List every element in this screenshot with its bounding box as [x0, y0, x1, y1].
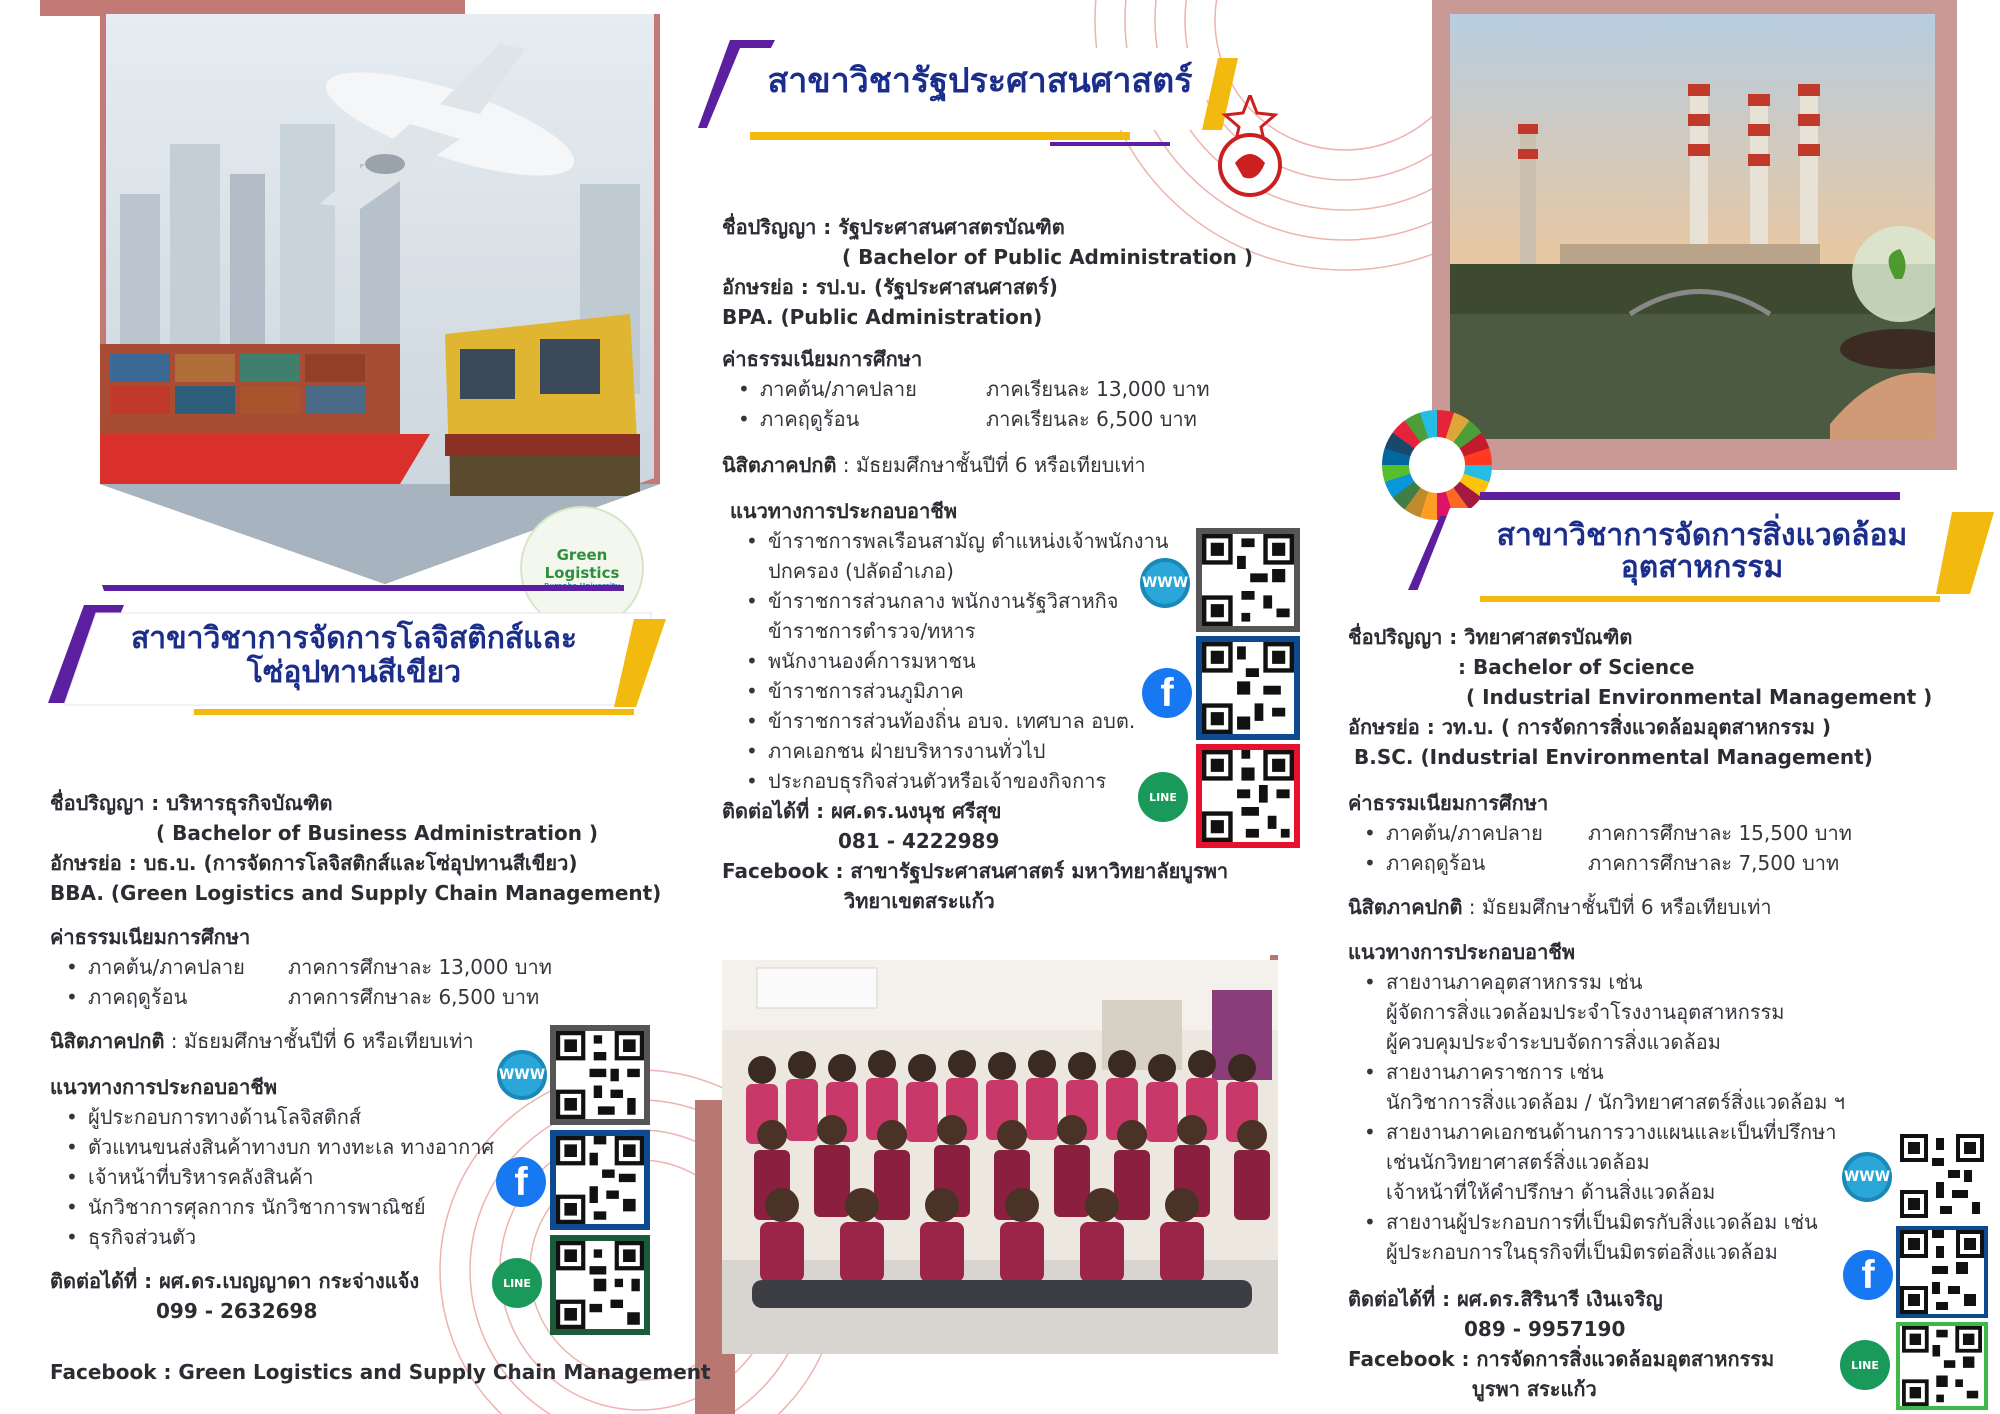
middle-degree-label: ชื่อปริญญา : รัฐประศาสนศาสตรบัณฑิต — [722, 215, 1065, 239]
left-degree-label: ชื่อปริญญา : บริหารธุรกิจบัณฑิต — [50, 791, 333, 815]
career-item: • สายงานผู้ประกอบการที่เป็นมิตรกับสิ่งแวดล้อม เช่น — [1348, 1207, 1845, 1237]
middle-career-heading: แนวทางการประกอบอาชีพ — [730, 499, 958, 523]
middle-degree-block — [722, 212, 1253, 332]
career-item: • ข้าราชการส่วนภูมิภาค — [730, 676, 1168, 706]
right-degree-block — [1348, 622, 1932, 772]
badge-line2: Logistics — [544, 564, 620, 582]
fee-amount: ภาคการศึกษาละ 15,500 บาท — [1588, 821, 1852, 845]
qr-code-icon — [1202, 534, 1294, 626]
line-icon-label: LINE — [1149, 790, 1177, 804]
career-item: • ภาคเอกชน ฝ่ายบริหารงานทั่วไป — [730, 736, 1168, 766]
group-photo — [722, 960, 1278, 1354]
req-label: นิสิตภาคปกติ — [50, 1029, 165, 1053]
left-title-line2: โซ่อุปทานสีเขียว — [246, 655, 462, 690]
middle-fee-row: • ภาคฤดูร้อน ภาคเรียนละ 6,500 บาท — [722, 404, 1210, 434]
fee-term: ภาคต้น/ภาคปลาย — [1386, 821, 1543, 845]
career-item: • ผู้ประกอบการทางด้านโลจิสติกส์ — [50, 1102, 494, 1132]
right-abbr-en: B.SC. (Industrial Environmental Management) — [1354, 745, 1873, 769]
qr-code-icon — [1202, 642, 1294, 734]
middle-contact: ติดต่อได้ที่ : ผศ.ดร.นงนุช ศรีสุข — [722, 799, 1002, 823]
middle-fee-block — [722, 344, 1210, 434]
fee-term: ภาคต้น/ภาคปลาย — [760, 377, 917, 401]
left-section-title — [64, 622, 644, 690]
career-item: • พนักงานองค์การมหาชน — [730, 646, 1168, 676]
www-icon-label: WWW — [498, 1067, 546, 1083]
right-facebook: Facebook : การจัดการสิ่งแวดล้อมอุตสาหกรรม — [1348, 1347, 1775, 1371]
left-abbr: อักษรย่อ : บธ.บ. (การจัดการโลจิสติกส์และโซ่อุปทานสีเขียว) — [50, 851, 578, 875]
fee-amount: ภาคการศึกษาละ 6,500 บาท — [288, 985, 540, 1009]
req-label: นิสิตภาคปกติ — [1348, 895, 1463, 919]
career-item-continued: ข้าราชการตำรวจ/ทหาร — [768, 619, 976, 643]
facebook-icon-glyph: f — [1861, 1252, 1875, 1297]
left-career-block — [50, 1072, 494, 1252]
career-item: • เจ้าหน้าที่บริหารคลังสินค้า — [50, 1162, 494, 1192]
left-career-heading: แนวทางการประกอบอาชีพ — [50, 1075, 278, 1099]
qr-code-icon — [556, 1241, 644, 1329]
right-facebook-line2: บูรพา สระแก้ว — [1472, 1377, 1597, 1401]
right-phone: 089 - 9957190 — [1464, 1317, 1626, 1341]
left-line-qr[interactable] — [550, 1235, 650, 1335]
req-text: : มัธยมศึกษาชั้นปีที่ 6 หรือเทียบเท่า — [164, 1029, 474, 1053]
badge-line1: Green — [556, 546, 608, 564]
left-degree-block — [50, 788, 661, 908]
career-item: • ประกอบธุรกิจส่วนตัวหรือเจ้าของกิจการ — [730, 766, 1168, 796]
left-fee-block — [50, 922, 552, 1012]
right-website-qr[interactable] — [1896, 1130, 1988, 1222]
right-title-line1: สาขาวิชาการจัดการสิ่งแวดล้อม — [1496, 518, 1908, 553]
qr-code-icon — [1202, 750, 1294, 842]
right-degree-label: ชื่อปริญญา : วิทยาศาสตรบัณฑิต — [1348, 625, 1633, 649]
right-contact: ติดต่อได้ที่ : ผศ.ดร.สิรินารี เงินเจริญ — [1348, 1287, 1663, 1311]
left-website-qr[interactable] — [550, 1025, 650, 1125]
line-icon — [1840, 1340, 1890, 1390]
right-career-block — [1348, 937, 1845, 1267]
career-item: • ข้าราชการส่วนท้องถิ่น อบจ. เทศบาล อบต. — [730, 706, 1168, 736]
www-icon — [497, 1050, 547, 1100]
left-contact-block — [50, 1266, 419, 1326]
req-label: นิสิตภาคปกติ — [722, 453, 837, 477]
career-item: • สายงานภาคเอกชนด้านการวางแผนและเป็นที่ปรึกษา — [1348, 1117, 1845, 1147]
qr-code-icon — [1900, 1326, 1984, 1406]
qr-code-icon — [1900, 1230, 1984, 1314]
career-item: • สายงานภาคราชการ เช่น — [1348, 1057, 1845, 1087]
line-icon — [492, 1258, 542, 1308]
sdg-wheel-center — [1409, 437, 1465, 493]
www-icon-label: WWW — [1843, 1169, 1891, 1185]
career-item: • ข้าราชการพลเรือนสามัญ ตำแหน่งเจ้าพนักงาน — [730, 526, 1168, 556]
right-fee-row: • ภาคฤดูร้อน ภาคการศึกษาละ 7,500 บาท — [1348, 848, 1852, 878]
university-seal-icon — [1215, 95, 1285, 205]
middle-abbr-en: BPA. (Public Administration) — [722, 305, 1043, 329]
qr-code-icon — [556, 1031, 644, 1119]
right-career-heading: แนวทางการประกอบอาชีพ — [1348, 940, 1576, 964]
middle-degree-en: ( Bachelor of Public Administration ) — [842, 245, 1253, 269]
career-item-continued: ผู้ประกอบการในธุรกิจที่เป็นมิตรต่อสิ่งแวดล้อม — [1386, 1240, 1778, 1264]
middle-fee-heading: ค่าธรรมเนียมการศึกษา — [722, 347, 923, 371]
right-requirement — [1348, 892, 1772, 922]
career-item: • ตัวแทนขนส่งสินค้าทางบก ทางทะเล ทางอากาศ — [50, 1132, 494, 1162]
middle-section-title: สาขาวิชารัฐประศาสนศาสตร์ — [767, 61, 1193, 101]
left-fee-heading: ค่าธรรมเนียมการศึกษา — [50, 925, 251, 949]
left-contact: ติดต่อได้ที่ : ผศ.ดร.เบญญาดา กระจ่างแจ้ง — [50, 1269, 420, 1293]
right-degree-en-2: ( Industrial Environmental Management ) — [1466, 685, 1933, 709]
middle-career-block — [730, 496, 1168, 796]
right-fee-row: • ภาคต้น/ภาคปลาย ภาคการศึกษาละ 15,500 บาท — [1348, 818, 1852, 848]
left-phone: 099 - 2632698 — [156, 1299, 318, 1323]
facebook-icon — [1142, 668, 1192, 718]
career-item: • ธุรกิจส่วนตัว — [50, 1222, 494, 1252]
middle-facebook: Facebook : สาขารัฐประศาสนศาสตร์ มหาวิทยาลัยบูรพา — [722, 859, 1229, 883]
facebook-icon — [1843, 1250, 1893, 1300]
left-requirement — [50, 1026, 474, 1056]
middle-line-qr[interactable] — [1196, 744, 1300, 848]
middle-phone: 081 - 4222989 — [838, 829, 1000, 853]
line-icon — [1138, 772, 1188, 822]
left-fee-row: • ภาคฤดูร้อน ภาคการศึกษาละ 6,500 บาท — [50, 982, 552, 1012]
career-item: • สายงานภาคอุตสาหกรรม เช่น — [1348, 967, 1845, 997]
fee-term: ภาคฤดูร้อน — [88, 985, 188, 1009]
www-icon — [1140, 558, 1190, 608]
line-icon-label: LINE — [503, 1276, 531, 1290]
qr-code-icon — [556, 1136, 644, 1224]
left-title-line1: สาขาวิชาการจัดการโลจิสติกส์และ — [130, 621, 578, 656]
factory-hero-image — [1450, 14, 1935, 439]
career-item-continued: นักวิชาการสิ่งแวดล้อม / นักวิทยาศาสตร์สิ่งแวดล้อม ฯ — [1386, 1090, 1846, 1114]
left-fee-row: • ภาคต้น/ภาคปลาย ภาคการศึกษาละ 13,000 บาท — [50, 952, 552, 982]
fee-term: ภาคต้น/ภาคปลาย — [88, 955, 245, 979]
left-abbr-en: BBA. (Green Logistics and Supply Chain Management) — [50, 881, 662, 905]
qr-code-icon — [1900, 1134, 1984, 1218]
www-icon — [1842, 1152, 1892, 1202]
www-icon-label: WWW — [1141, 575, 1189, 591]
middle-facebook-line2: วิทยาเขตสระแก้ว — [844, 889, 995, 913]
fee-amount: ภาคการศึกษาละ 13,000 บาท — [288, 955, 552, 979]
right-title-line2: อุตสาหกรรม — [1620, 550, 1784, 585]
fee-term: ภาคฤดูร้อน — [1386, 851, 1486, 875]
right-facebook-qr[interactable] — [1896, 1226, 1988, 1318]
middle-facebook-qr[interactable] — [1196, 636, 1300, 740]
line-icon-label: LINE — [1851, 1358, 1879, 1372]
fee-amount: ภาคการศึกษาละ 7,500 บาท — [1588, 851, 1840, 875]
career-item-continued: ปกครอง (ปลัดอำเภอ) — [768, 559, 954, 583]
right-fee-heading: ค่าธรรมเนียมการศึกษา — [1348, 791, 1549, 815]
left-facebook-qr[interactable] — [550, 1130, 650, 1230]
career-item: • ข้าราชการส่วนกลาง พนักงานรัฐวิสาหกิจ — [730, 586, 1168, 616]
req-text: : มัธยมศึกษาชั้นปีที่ 6 หรือเทียบเท่า — [1462, 895, 1772, 919]
left-facebook: Facebook : Green Logistics and Supply Chain Management — [50, 1360, 711, 1384]
middle-website-qr[interactable] — [1196, 528, 1300, 632]
fee-term: ภาคฤดูร้อน — [760, 407, 860, 431]
right-line-qr[interactable] — [1896, 1322, 1988, 1410]
facebook-icon — [496, 1157, 546, 1207]
right-contact-block — [1348, 1284, 1774, 1404]
career-item: • นักวิชาการศุลกากร นักวิชาการพาณิชย์ — [50, 1192, 494, 1222]
fee-amount: ภาคเรียนละ 6,500 บาท — [986, 407, 1197, 431]
right-degree-en: : Bachelor of Science — [1458, 655, 1695, 679]
fee-amount: ภาคเรียนละ 13,000 บาท — [986, 377, 1210, 401]
left-degree-en: ( Bachelor of Business Administration ) — [156, 821, 599, 845]
career-item-continued: ผู้จัดการสิ่งแวดล้อมประจำโรงงานอุตสาหกรรม — [1386, 1000, 1785, 1024]
middle-fee-row: • ภาคต้น/ภาคปลาย ภาคเรียนละ 13,000 บาท — [722, 374, 1210, 404]
facebook-icon-glyph: f — [514, 1159, 528, 1204]
career-item-continued: ผู้ควบคุมประจำระบบจัดการสิ่งแวดล้อม — [1386, 1030, 1721, 1054]
career-item-continued: เจ้าหน้าที่ให้คำปรึกษา ด้านสิ่งแวดล้อม — [1386, 1180, 1716, 1204]
req-text: : มัธยมศึกษาชั้นปีที่ 6 หรือเทียบเท่า — [836, 453, 1146, 477]
middle-requirement — [722, 450, 1146, 480]
logistics-hero-image — [100, 14, 660, 584]
right-abbr: อักษรย่อ : วท.บ. ( การจัดการสิ่งแวดล้อมอุตสาหกรรม ) — [1348, 715, 1831, 739]
facebook-icon-glyph: f — [1160, 670, 1174, 715]
right-section-title — [1432, 520, 1972, 584]
career-item-continued: เช่นนักวิทยาศาสตร์สิ่งแวดล้อม — [1386, 1150, 1650, 1174]
middle-abbr: อักษรย่อ : รป.บ. (รัฐประศาสนศาสตร์) — [722, 275, 1058, 299]
right-fee-block — [1348, 788, 1852, 878]
